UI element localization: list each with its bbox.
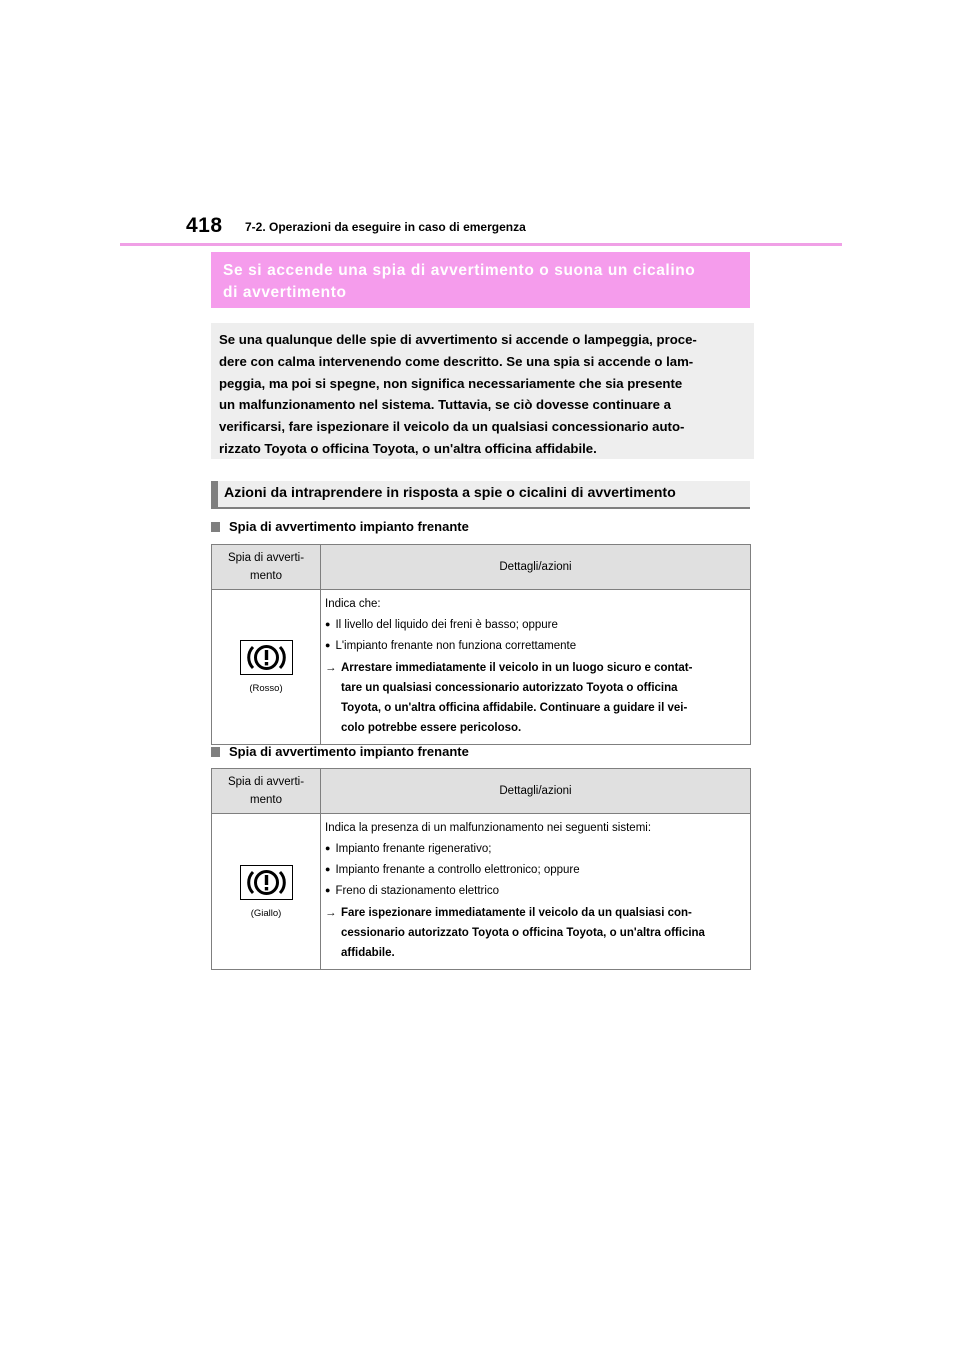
details-intro: Indica la presenza di un malfunzionamento nei seguenti sistemi: — [325, 822, 652, 834]
intro-line: verificarsi, fare ispezionare il veicolo da un qualsiasi concessionario auto- — [219, 419, 685, 435]
square-bullet-icon — [211, 522, 220, 532]
bullet-item: ● Il livello del liquido dei freni è basso; oppure — [325, 614, 746, 635]
table-row — [212, 590, 751, 745]
arrow-right-icon: → — [325, 662, 337, 674]
intro-box — [211, 323, 754, 459]
intro-line: un malfunzionamento nel sistema. Tuttavia, se ciò dovesse continuare a — [219, 397, 671, 413]
action-line: Arrestare immediatamente il veicolo in un luogo sicuro e contat- — [341, 662, 693, 674]
icon-cell — [212, 814, 321, 970]
header-rule — [120, 243, 842, 246]
details-cell — [321, 814, 751, 970]
action-line: Fare ispezionare immediatamente il veicolo da un qualsiasi con- — [341, 907, 692, 919]
banner-line-2: di avvertimento — [223, 284, 347, 301]
details-intro: Indica che: — [325, 598, 381, 610]
icon-caption: (Rosso) — [249, 683, 283, 694]
banner-line-1: Se si accende una spia di avvertimento o suona un cicalino — [223, 262, 696, 279]
action-line: colo potrebbe essere pericoloso. — [341, 722, 522, 734]
action-block — [325, 903, 746, 963]
bullet-item: ● Impianto frenante rigenerativo; — [325, 838, 746, 859]
warning-table-2 — [211, 768, 751, 970]
brake-warning-icon — [240, 865, 293, 900]
action-line: cessionario autorizzato Toyota o officina Toyota, o un'altra officina — [341, 927, 705, 939]
action-line: affidabile. — [341, 947, 395, 959]
table-header-row — [212, 769, 751, 814]
warning-table-1 — [211, 544, 751, 745]
icon-caption: (Giallo) — [250, 907, 282, 919]
bullet-item: ● L'impianto frenante non funziona correttamente — [325, 635, 746, 656]
section-title: 7-2. Operazioni da eseguire in caso di emergenza — [245, 220, 526, 234]
bullet-item: ● Impianto frenante a controllo elettronico; oppure — [325, 859, 746, 880]
action-line: tare un qualsiasi concessionario autorizzato Toyota o officina — [341, 682, 678, 694]
square-bullet-icon — [211, 747, 220, 757]
table-title-1: Spia di avvertimento impianto frenante — [211, 519, 469, 534]
col-header-details: Dettagli/azioni — [321, 769, 751, 814]
section-banner — [211, 252, 750, 308]
table-header-row — [212, 545, 751, 590]
sub-heading: Azioni da intraprendere in risposta a spie o cicalini di avvertimento — [211, 481, 750, 509]
intro-line: Se una qualunque delle spie di avvertimento si accende o lampeggia, proce- — [219, 332, 697, 347]
action-block — [325, 658, 746, 738]
col-header-details: Dettagli/azioni — [321, 545, 751, 590]
action-line: Toyota, o un'altra officina affidabile. Continuare a guidare il vei- — [341, 702, 688, 714]
intro-line: peggia, ma poi si spegne, non significa necessariamente che sia presente — [219, 375, 683, 391]
col-header-light: Spia di avverti- mento — [212, 545, 321, 590]
bullet-item: ● Freno di stazionamento elettrico — [325, 880, 746, 901]
icon-cell — [212, 590, 321, 745]
intro-line: rizzato Toyota o officina Toyota, o un'altra officina affidabile. — [219, 440, 597, 456]
page-number: 418 — [186, 214, 223, 237]
col-header-light: Spia di avverti- mento — [212, 769, 321, 814]
arrow-right-icon: → — [325, 907, 337, 919]
table-title-2: Spia di avvertimento impianto frenante — [211, 744, 469, 759]
brake-warning-icon — [240, 640, 293, 675]
intro-line: dere con calma intervenendo come descritto. Se una spia si accende o lam- — [219, 353, 694, 369]
details-cell — [321, 590, 751, 745]
table-row — [212, 814, 751, 970]
